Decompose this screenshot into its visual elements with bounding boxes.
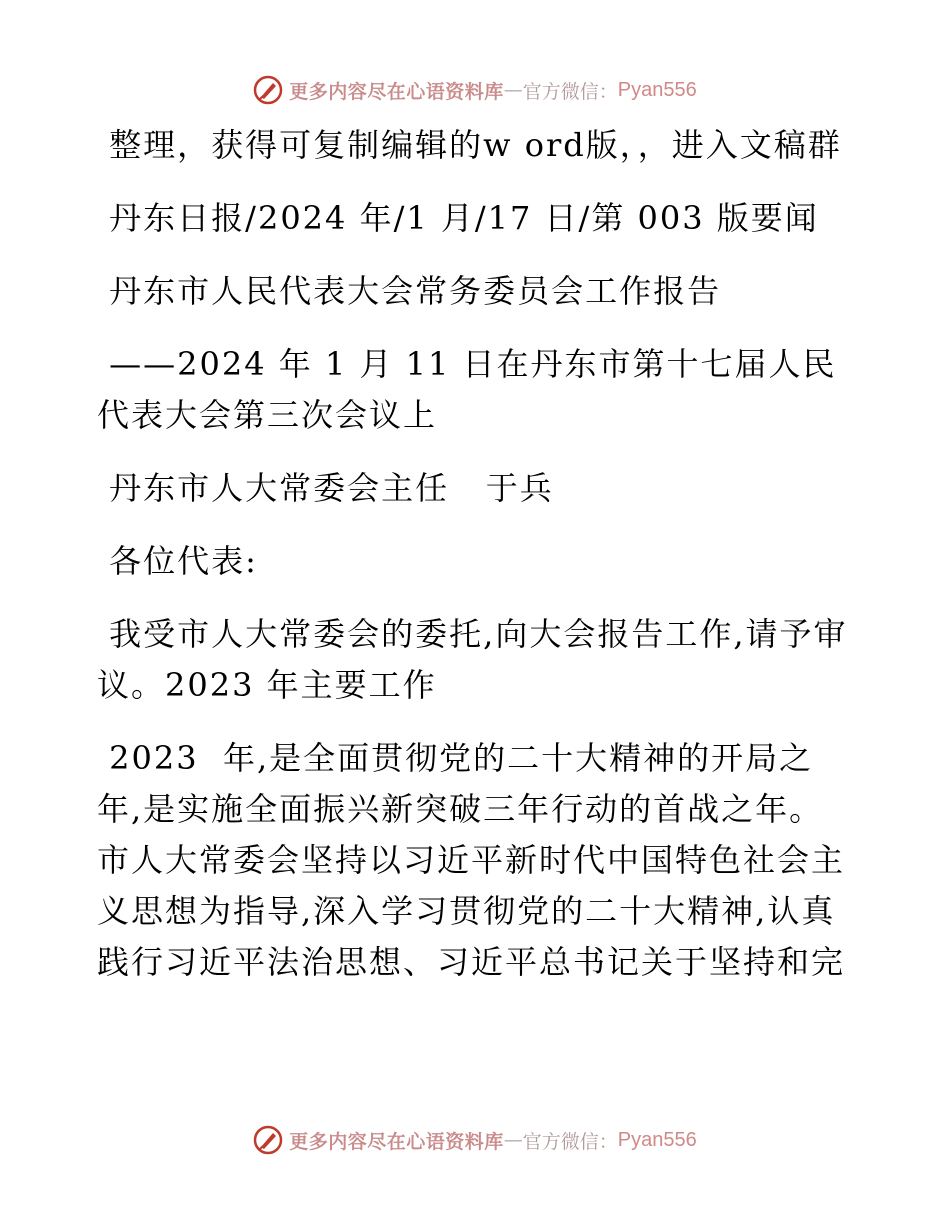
paragraph-salutation: 各位代表: <box>97 542 258 580</box>
feather-pen-logo-icon <box>253 75 283 105</box>
paragraph-title: 丹东市人民代表大会常务委员会工作报告 <box>97 272 722 310</box>
watermark-wechat-id: Pyan556 <box>617 1128 697 1151</box>
watermark-site-text: 更多内容尽在心语资料库 <box>289 1130 504 1153</box>
watermark-banner-top <box>0 70 950 110</box>
paragraph-intro: 整理，获得可复制编辑的w ord版，，进入文稿群 <box>97 126 842 164</box>
watermark-site-text: 更多内容尽在心语资料库 <box>289 80 504 103</box>
watermark-wechat-id: Pyan556 <box>617 78 697 101</box>
feather-pen-logo-icon <box>253 1125 283 1155</box>
watermark-wechat-label: 官方微信： <box>522 1130 618 1153</box>
watermark-separator: — <box>503 79 523 101</box>
document-body <box>97 120 857 1010</box>
paragraph-body: 2023 年,是全面贯彻党的二十大精神的开局之年,是实施全面振兴新突破三年行动的首战之年。市人大常委会坚持以习近平新时代中国特色社会主义思想为指导,深入学习贯彻党的二十大精神,认真践行习近平法治思想、习近平总书记关于坚持和完 <box>97 739 846 981</box>
watermark-separator: — <box>503 1129 523 1151</box>
paragraph-opening: 我受市人大常委会的委托,向大会报告工作,请予审议。2023 年主要工作 <box>97 615 848 704</box>
watermark-wechat-label: 官方微信： <box>522 80 618 103</box>
paragraph-source: 丹东日报/2024 年/1 月/17 日/第 003 版要闻 <box>97 199 819 237</box>
paragraph-author: 丹东市人大常委会主任 于兵 <box>97 469 554 507</box>
watermark-banner-bottom <box>0 1120 950 1160</box>
paragraph-subtitle: ——2024 年 1 月 11 日在丹东市第十七届人民代表大会第三次会议上 <box>97 345 837 434</box>
